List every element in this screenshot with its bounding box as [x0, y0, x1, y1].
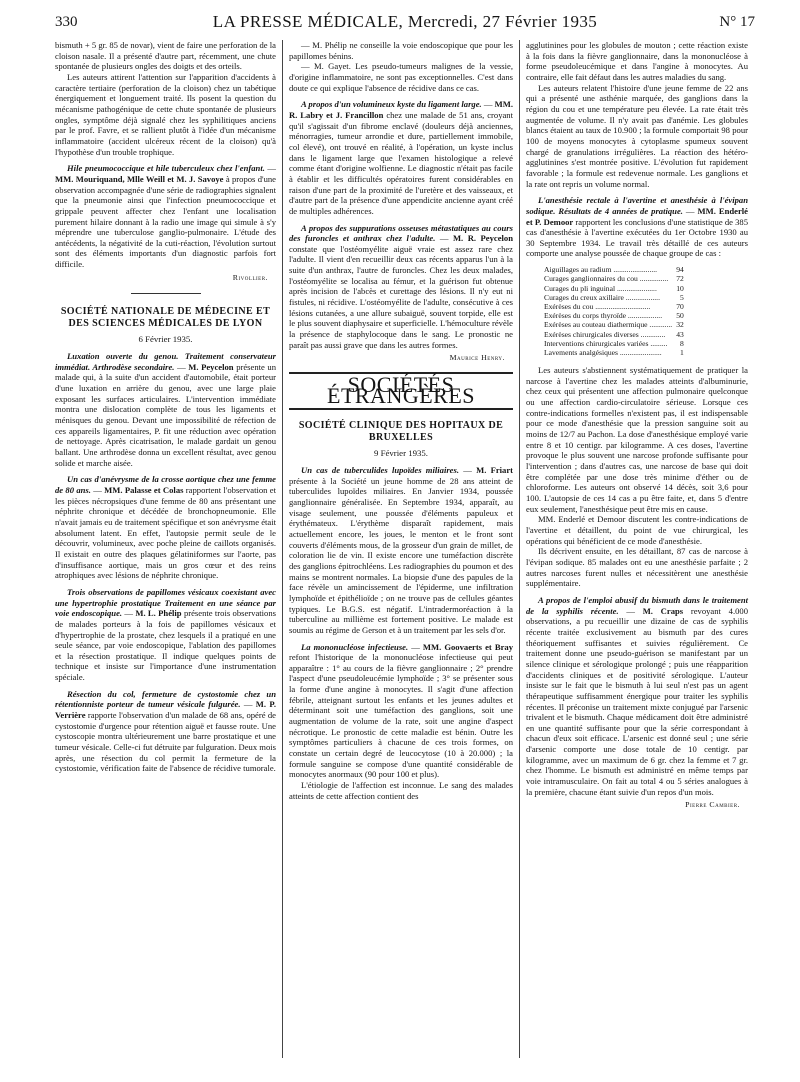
- section-banner: SOCIÉTÉS ÉTRANGÈRES: [289, 372, 513, 410]
- article-title: Résection du col, fermeture de cystostomie chez un rétentionniste porteur de tumeur vésicale fulgurée.: [55, 688, 276, 710]
- case-label: Interventions chirurgicales variées .........: [544, 338, 668, 348]
- signature: Rivollier.: [232, 272, 268, 282]
- article-tuberculides: Un cas de tuberculides lupoïdes miliaires. — M. Friart présente à la Société un jeune homme de 28 ans atteint de tuberculides lupoïdes miliaires. En Janvier 1934, poussée ganglionnaire généralisée. En Septembre 1934, apparaît, au visage seulement, une poussée d'éléments papuleux et érythémateux. L'érythème disparaît rapidement, mais actuellement encore, les joues, le menton et le front sont couverts d'éléments mous, de la grosseur d'un grain de millet, de coloration lie de vin. Il existe encore une tuméfaction discrète des ganglions épitrochléens. Les radiographies du poumon et des mains se montrent normales. La biopsie d'une des papules de la face révèle un amincissement de l'épiderme, une infiltration lymphoïde et épithélioïde ; on ne trouve pas de cellules géantes typiques. Le B.G.S. est négatif. L'intradermoréaction à la tuberculine au millième est fortement positive. Le malade est soumis au régime de Gerson et à un traitement par les sels d'or.: [289, 465, 514, 635]
- table-row: [544, 265, 684, 274]
- case-count: 72: [676, 274, 684, 284]
- article-authors: MM. Mouriquand, Mlle Weill et M. J. Savoye: [55, 173, 224, 184]
- article-body: présente trois observations de malades porteurs à la fois de papillomes vésicaux et d'hypertrophie de la prostate, chez lesquels il a pratiqué en une seule séance, par voie endoscopique, l'ablation des papillomes et la résection prostatique. Il indique quelques points de technique et insiste sur l'importance d'une instrumentation spéciale.: [55, 608, 276, 683]
- table-row: [544, 339, 684, 348]
- table-row: [544, 311, 684, 320]
- article-suppurations: A propos des suppurations osseuses métastatiques au cours des furoncles et anthrax chez l'adulte. — M. R. Peycelon constate que l'ostéomyélite aiguë vraie est assez rare chez l'adulte. Il vient d'en recueillir deux cas récents apparus l'un à la suite d'un anthrax, l'autre de furoncles. Chez les deux malades, l'ostéomyélite se localisa au fémur, et la guérison fut obtenue après incision de l'abcès et curettage des lésions. Il n'y eut ni fistules, ni récidive. L'ostéomyélite de l'adulte, consécutive à ces lésions cutanées, a une allure subaiguë, souvent torpide, elle est le plus souvent diaphysaire et superficielle. L'hémoculture révèle la présence de staphylocoque dans le sang. Le pronostic ne paraît pas aussi grave que dans les autres formes.: [289, 222, 513, 350]
- paragraph: agglutinines pour les globules de mouton ; cette réaction existe à la fois dans la fièvre ganglionnaire, dans la mononucléose à forme pseudoleucémique et dans l'angine à monocytes. Au contraire, elle fait défaut dans les autres maladies du sang.: [526, 40, 748, 82]
- article-body: rapportent l'observation et les pièces nécropsiques d'une femme de 80 ans présentant une néphrite chronique et décédée de bronchopneumonie. Elle n'avait jamais eu de traitement spécifique et son anévrysme était absolument latent. En effet, l'autopsie permit seule de le découvrir, volumineux, avec poche pleine de caillots organisés. Il existait en outre des plaques gélatiniformes sur l'aorte, pas d'insuffisance aortique, mais un gros cœur et des reins atrophiques avec lésions de néphrite chronique.: [55, 484, 276, 581]
- table-row: [544, 302, 684, 311]
- case-label: Aiguillages au radium .......................: [544, 265, 658, 275]
- paragraph: — M. Phélip ne conseille la voie endoscopique que pour les papillomes bénins.: [289, 40, 513, 61]
- article-title: Un cas d'anévrysme de la crosse aortique chez une femme de 80 ans.: [55, 474, 276, 495]
- article-body: rapportent les conclusions d'une statistique de 385 cas d'anesthésie à l'avertine exécutées du 1er Octobre 1930 au 30 Septembre 1934. Le travail très détaillé de ces auteurs comporte une analyse poussée de chaque groupe de cas :: [526, 216, 749, 259]
- signature: Pierre Cambier.: [685, 800, 740, 810]
- article-title: L'anesthésie rectale à l'avertine et anesthésie à l'évipan sodique. Résultats de 4 années de pratique.: [526, 195, 748, 216]
- case-count: 43: [676, 329, 684, 339]
- case-count: 1: [680, 347, 684, 357]
- article-body: revoyant 4.000 observations, a pu recueillir une dizaine de cas de syphilis récente traitée exclusivement au bismuth par des cures théoriquement suffisantes et suivies régulièrement. Ce traitement donne une pseudo-guérison se manifestant par un silence clinique et sérologique prolongé ; puis une réapparition d'accidents cliniques et de positivité sérologique. L'auteur insiste sur le fait que le bismuth à lui seul n'est pas un agent thérapeutique suffisamment énergique pour traiter les syphilis récentes. Il préconise un traitement mixte conjugué par l'arsenic trivalent et le bismuth. Chaque médicament doit être administré en une quantité suffisante pour que la série correspondant à chacun d'eux soit efficace. L'arsenic est donné seul ; une série d'arsenic comporte une dose totale de 10 centigr. par kilogramme, avec un maximum de 6 gr. chez la femme et 7 gr. chez l'homme. Le bismuth est administré en même temps par voie intramusculaire. On fait au total 4 ou 5 séries analogues à la première, chacune étant suivie d'un repos d'un mois.: [526, 605, 748, 797]
- case-count: 70: [676, 301, 684, 311]
- table-row: [544, 284, 684, 293]
- article-authors: MM. Enderlé et P. Demoor: [526, 205, 748, 227]
- paragraph: Ils décrivent ensuite, en les détaillant, 87 cas de narcose à l'évipan sodique. 85 malades ont eu une anesthésie parfaite ; 2 autres narcoses furent nulles et nécessitèrent une anesthésie supplémentaire.: [526, 546, 748, 589]
- paragraph: Les auteurs attirent l'attention sur l'apparition d'accidents à caractère tertiaire (perforation de la cloison) chez un tabétique énergiquement et longuement traité. Ils posent la question du mécanisme pathogénique de cette chute spontanée de plusieurs ongles, symptôme déjà signalé chez les syphilitiques anciens par le prof. Favre, et se rallient plutôt à l'idée d'un mécanisme inflammatoire (accident ulcéreux récent de la cloison) qu'à l'hypothèse d'un trouble trophique.: [55, 71, 276, 157]
- article-body: présente à la Société un jeune homme de 28 ans atteint de tuberculides lupoïdes miliaires. En Janvier 1934, poussée ganglionnaire généralisée. En Septembre 1934, apparaît, au visage seulement, une poussée d'éléments papuleux et érythémateux. L'érythème disparaît rapidement, mais actuellement encore, les joues, le menton et le front sont couverts d'éléments mous, de la grosseur d'un grain de millet, de coloration lie de vin. Il existe encore une tuméfaction discrète des ganglions épitrochléens. Les radiographies du poumon et des mains se montrent normales. La biopsie d'une des papules de la face révèle un amincissement de l'épiderme, une infiltration lymphoïde et épithélioïde ; on ne trouve pas de cellules géantes typiques. Le B.G.S. est négatif. L'intradermoréaction à la tuberculine au millième est fortement positive. Le malade est soumis au régime de Gerson et à un traitement par les sels d'or.: [289, 475, 513, 635]
- page-number: 330: [55, 14, 78, 30]
- journal-title: LA PRESSE MÉDICALE, Mercredi, 27 Février 1935: [212, 12, 598, 31]
- page-header: [55, 12, 755, 34]
- society-heading: SOCIÉTÉ NATIONALE DE MÉDECINE ET DES SCIENCES MÉDICALES DE LYON: [60, 306, 271, 330]
- case-label: Curages du pli inguinal .....................: [544, 283, 657, 293]
- article-authors: M. Peycelon: [188, 361, 234, 372]
- article-authors: M. R. Peycelon: [452, 233, 513, 244]
- case-label: Curages du creux axillaire ..................: [544, 292, 660, 302]
- article-title: Un cas de tuberculides lupoïdes miliaires.: [301, 465, 459, 475]
- case-count: 94: [676, 265, 684, 275]
- signature: Maurice Henry.: [449, 353, 505, 363]
- article-authors: M. P. Verrière: [55, 699, 276, 721]
- article-bismuth: A propos de l'emploi abusif du bismuth dans le traitement de la syphilis récente. — M. Craps revoyant 4.000 observations, a pu recueillir une dizaine de cas de syphilis récente traitée exclusivement au bismuth par des cures théoriquement suffisantes et suivies régulièrement. Ce traitement donne une pseudo-guérison se manifestant par un silence clinique et sérologique prolongé ; puis une réapparition d'accidents cliniques et de positivité sérologique. L'auteur insiste sur le fait que le bismuth à lui seul n'est pas un agent thérapeutique suffisamment énergique pour traiter les syphilis récentes. Il préconise un traitement mixte conjugué par l'arsenic trivalent et le bismuth. Chaque médicament doit être administré en une quantité suffisante pour que la série correspondant à chacun d'eux soit efficace. L'arsenic est donné seul ; une série d'arsenic comporte une dose totale de 10 centigr. par kilogramme, avec un maximum de 6 gr. chez la femme et 7 gr. chez l'homme. Le bismuth est administré en même temps par voie intramusculaire. On fait au total 4 ou 5 séries analogues à la première, chacune étant suivie d'un repos d'un mois.: [526, 594, 748, 797]
- article-luxation: Luxation ouverte du genou. Traitement conservateur immédiat. Arthrodèse secondaire. — M. Peycelon présente un malade qui, à la suite d'un accident d'automobile, était porteur d'une luxation en arrière du genou, avec une large plaie exposant les surfaces articulaires. L'intervention immédiate montra une dislocation complète de tous les ligaments et ménisques du genou. Devant une impossibilité de réfection de ces appareils ligamentaires, P. fit une réduction avec opération de nettoyage. Après cicatrisation, le malade gardait un genou ballant. Une arthrodèse donna un excellent résultat, avec genou solide et marche aisée.: [55, 351, 277, 468]
- paragraph: Les auteurs s'abstiennent systématiquement de pratiquer la narcose à l'avertine chez les malades atteints d'albuminurie, chez ceux qui présentent une affection pulmonaire quelconque ou une affection cardio-circulatoire sérieuse. Lorsque ces contre-indications formelles n'existent pas, il est indispensable pour ce mode d'anesthésie que la pression sanguine soit au moins de 12/7 au Pachon. La dose d'anesthésique employé varie entre 8 et 10 centigr. par kilogramme. A ces doses, l'avertine provoque le plus souvent une narcose profonde suffisante pour l'intervention ; dans d'autres cas, une narcose de base qui doit être complétée par une dose très minime d'éther ou de chloroforme. Les auteurs ont observé 14 décès, soit 3,6 pour 100. L'autopsie de ces 14 cas a pu être faite, et, dans 5 d'entre eux seulement, l'anesthésique peut être mis en cause.: [526, 365, 748, 514]
- article-authors: M. Craps: [642, 605, 684, 616]
- article-body: refont l'historique de la mononucléose infectieuse qui peut apparaître : 1° au cours de la fièvre ganglionnaire ; 2° prendre l'aspect d'une pseudoleucémie lymphoïde ; 3° se présenter sous la forme d'une angine à monocytes. Il s'agit d'une affection fébrile, atteignant surtout les enfants et les jeunes adultes et déterminant soit une tuméfaction des ganglions, soit une augmentation de volume de la rate, soit une angine d'aspect nécrotique. Le pronostic de cette maladie est bénin. Outre les symptômes particuliers à chacune de ces trois formes, on constate un certain degré de leucocytose (10 à 20.000) ; la formule sanguine se compose d'une quantité considérable de monocytes anormaux (90 pour 100 et plus).: [289, 652, 513, 780]
- paragraph: bismuth + 5 gr. 85 de novar), vient de faire une perforation de la cloison nasale. Il a présenté d'autre part, récemment, une chute spontanée de plusieurs ongles des doigts et des orteils.: [55, 40, 276, 72]
- case-label: Exérèses au couteau diathermique ............: [544, 320, 673, 330]
- article-body: présente un malade qui, à la suite d'un accident d'automobile, était porteur d'une luxation en arrière du genou, avec une large plaie exposant les surfaces articulaires. L'intervention immédiate montra une dislocation complète de tous les ligaments et ménisques du genou. Devant une impossibilité de réfection de ces appareils ligamentaires, P. fit une réduction avec opération de nettoyage. Après cicatrisation, le malade gardait un genou ballant. Une arthrodèse donna un excellent résultat, avec genou solide et marche aisée.: [55, 361, 277, 468]
- case-label: Exérèses du corps thyroïde ..................: [544, 311, 663, 321]
- article-resection: Résection du col, fermeture de cystostomie chez un rétentionniste porteur de tumeur vésicale fulgurée. — M. P. Verrière rapporte l'observation d'un malade de 68 ans, opéré de cystostomie d'urgence pour rétention aiguë et fausse route. Une cystoscopie montra ultérieurement une barre prostatique et une tumeur vésicale. Celle-ci fut détruite par fulguration. Deux mois après, une résection du col permit la fermeture de la cystostomie, vérification faite de l'absence de récidive tumorale.: [55, 688, 276, 774]
- article-authors: M. L. Phélip: [135, 608, 182, 619]
- article-authors: MM. Palasse et Colas: [104, 484, 184, 495]
- article-authors: MM. R. Labry et J. Francillon: [289, 99, 514, 120]
- article-papillomes: Trois observations de papillomes vésicaux coexistant avec une hypertrophie prostatique Traitement en une séance par voie endoscopique. — M. L. Phélip présente trois observations de malades porteurs à la fois de papillomes vésicaux et d'hypertrophie de la prostate, chez lesquels il a pratiqué en une seule séance, par voie endoscopique, l'ablation des papillomes et la résection prostatique. Il indique quelques points de technique et insiste sur l'importance d'une instrumentation spéciale.: [55, 586, 276, 683]
- paragraph: MM. Enderlé et Demoor discutent les contre-indications de l'avertine et détaillent, du point de vue chirurgical, les opérations qui bénéficient de ce mode d'anesthésie.: [526, 514, 748, 546]
- article-anesthesie: L'anesthésie rectale à l'avertine et anesthésie à l'évipan sodique. Résultats de 4 années de pratique. — MM. Enderlé et P. Demoor rapportent les conclusions d'une statistique de 385 cas d'anesthésie à l'avertine exécutées du 1er Octobre 1930 au 30 Septembre 1934. Le travail très détaillé de ces auteurs comporte une analyse poussée de chaque groupe de cas :: [526, 195, 749, 259]
- table-row: [544, 320, 684, 329]
- column-2: [289, 40, 513, 801]
- case-label: Exérèses du cou .............................: [544, 301, 651, 311]
- column-divider: [282, 40, 283, 1058]
- paragraph: — M. Gayet. Les pseudo-tumeurs malignes de la vessie, d'origine inflammatoire, ne sont pas exceptionnelles. C'est dans doute ce qui explique l'absence de récidive dans ce cas.: [289, 61, 513, 93]
- case-count: 10: [676, 283, 684, 293]
- case-count: 5: [680, 292, 684, 302]
- article-body: rapporte l'observation d'un malade de 68 ans, opéré de cystostomie d'urgence pour rétention aiguë et fausse route. Une cystoscopie montra ultérieurement une barre prostatique et une tumeur vésicale. Celle-ci fut détruite par fulguration. Deux mois après, une résection du col permit la fermeture de la cystostomie, vérification faite de l'absence de récidive tumorale.: [55, 710, 276, 774]
- section-rule: [131, 293, 201, 294]
- society-heading: SOCIÉTÉ CLINIQUE DES HOPITAUX DE BRUXELLES: [298, 420, 504, 444]
- article-title: Luxation ouverte du genou. Traitement conservateur immédiat. Arthrodèse secondaire.: [55, 351, 276, 372]
- table-row: [544, 274, 684, 283]
- case-count: 8: [680, 338, 684, 348]
- column-1: [55, 40, 276, 774]
- article-title: Hile pneumococcique et hile tuberculeux chez l'enfant.: [67, 163, 265, 174]
- article-authors: M. Friart: [476, 465, 514, 475]
- session-date: 6 Février 1935.: [138, 334, 193, 345]
- article-title: A propos des suppurations osseuses métastatiques au cours des furoncles et anthrax chez l'adulte.: [289, 222, 513, 244]
- case-label: Exérèses chirurgicales diverses .............: [544, 329, 666, 339]
- case-label: Lavements analgésiques ......................: [544, 347, 662, 357]
- article-hile: Hile pneumococcique et hile tuberculeux chez l'enfant. — MM. Mouriquand, Mlle Weill et M. J. Savoye à propos d'une observation accompagnée d'une série de radiographies signalent que la pneumonie ainsi que l'infection pneumococcique et grippale peuvent affecter chez l'enfant une localisation purement hilaire donnant à la radio une image qui simule à s'y méprendre une tuberculose ganglio-pulmonaire. L'étude des antécédents, la négativité de la cuti-réaction, l'évolution surtout sont des éléments importants d'un diagnostic parfois fort difficile.: [55, 163, 276, 270]
- article-mononucleose: La mononucléose infectieuse. — MM. Goovaerts et Bray refont l'historique de la mononucléose infectieuse qui peut apparaître : 1° au cours de la fièvre ganglionnaire ; 2° prendre l'aspect d'une pseudoleucémie lymphoïde ; 3° se présenter sous la forme d'une angine à monocytes. Il s'agit d'une affection fébrile, atteignant surtout les enfants et les jeunes adultes et déterminant soit une tuméfaction des ganglions, soit une augmentation de volume de la rate, soit une angine d'aspect nécrotique. Le pronostic de cette maladie est bénin. Outre les symptômes particuliers à chacune de ces trois formes, on constate un certain degré de leucocytose (10 à 20.000) ; la formule sanguine se compose d'une quantité considérable de monocytes anormaux (90 pour 100 et plus).: [289, 641, 513, 780]
- article-body: constate que l'ostéomyélite aiguë vraie est assez rare chez l'adulte. Il vient d'en recueillir deux cas récents apparus l'un à la suite d'un anthrax, l'autre de furoncles. Chez les deux malades, l'ostéomyélite se localisa au fémur, et la guérison fut obtenue après incision de l'abcès et curettage des lésions. Il n'y eut ni fistules, ni récidive. L'ostéomyélite de l'adulte, consécutive à ces lésions cutanées, a une allure subaiguë, souvent torpide, elle est le plus souvent diaphysaire et superficielle. L'hémoculture révèle la présence de staphylocoque dans le sang. Le pronostic ne paraît pas aussi grave que dans les autres formes.: [289, 243, 513, 350]
- table-row: [544, 293, 684, 302]
- session-date: 9 Février 1935.: [374, 448, 428, 459]
- article-authors: MM. Goovaerts et Bray: [422, 641, 513, 652]
- table-row: [544, 330, 684, 339]
- issue-number: N° 17: [719, 14, 755, 30]
- article-body: à propos d'une observation accompagnée d'une série de radiographies signalent que la pneumonie ainsi que l'infection pneumococcique et grippale peuvent affecter chez l'enfant une localisation purement hilaire donnant à la radio une image qui simule à s'y méprendre une tuberculose ganglio-pulmonaire. L'étude des antécédents, la négativité de la cuti-réaction, l'évolution surtout sont des éléments importants d'un diagnostic parfois fort difficile.: [55, 173, 276, 270]
- article-title: A propos de l'emploi abusif du bismuth dans le traitement de la syphilis récente.: [526, 594, 748, 616]
- case-label: Curages ganglionnaires du cou ...............: [544, 274, 669, 284]
- paragraph: Les auteurs relatent l'histoire d'une jeune femme de 22 ans qui a présenté une asthénie marquée, des ganglions dans la région du cou et une température peu élevée. La rate était très augmentée de volume. Il n'y avait pas d'anémie. Les globules blancs étaient au taux de 10.900 ; la formule comportait 98 pour 100 de moyens monocytes à cytoplasme spumeux souvent chargé de granulations irrégulières. La réaction des hétéro-agglutinines s'est montrée positive. L'évolution fut rapidement favorable ; la formule est redevenue normale. Les ganglions et la rate ont repris un volume normal.: [526, 82, 748, 189]
- article-anevrysme: Un cas d'anévrysme de la crosse aortique chez une femme de 80 ans. — MM. Palasse et Colas rapportent l'observation et les pièces nécropsiques d'une femme de 80 ans présentant une néphrite chronique et décédée de bronchopneumonie. Elle n'avait jamais eu de traitement spécifique et son anévrysme était absolument latent. En effet, l'autopsie permit seule de le découvrir, volumineux, avec poche pleine de caillots organisés. Il existait en outre des plaques gélatiniformes sur l'aorte, pas d'insuffisance aortique, mais un gros cœur et des reins atrophiques avec lésions de néphrite chronique.: [55, 474, 276, 581]
- table-row: [544, 348, 684, 357]
- column-divider: [519, 40, 520, 1058]
- case-count: 32: [676, 320, 684, 330]
- column-3: [526, 40, 748, 811]
- article-body: chez une malade de 51 ans, croyant qu'il s'agissait d'un fibrome enclavé (douleurs déjà anciennes, ménorragies, tumeur arrondie et dure, partiellement immobile, col élevé), ont trouvé en réalité, à l'opération, un kyste inclus dans le ligament large que l'examen histologique a relevé comme étant d'origine wolfienne. Le diagnostic n'était pas facile à établir et les difficultés opératoires furent considérables en raison d'une part de la proximité de l'uretère et des vaisseaux, et d'autre part de la présence d'une appendicite ancienne ayant créé de multiples adhérences.: [289, 109, 513, 216]
- paragraph: L'étiologie de l'affection est inconnue. Le sang des malades atteints de cette affection contient des: [289, 780, 513, 801]
- article-title: La mononucléose infectieuse.: [301, 641, 409, 652]
- cases-table: [544, 265, 684, 357]
- article-kyste: A propos d'un volumineux kyste du ligament large. — MM. R. Labry et J. Francillon chez une malade de 51 ans, croyant qu'il s'agissait d'un fibrome enclavé (douleurs déjà anciennes, ménorragies, tumeur arrondie et dure, partiellement immobile, col élevé), ont trouvé en réalité, à l'opération, un kyste inclus dans le ligament large que l'examen histologique a relevé comme étant d'origine wolfienne. Le diagnostic n'était pas facile à établir et les difficultés opératoires furent considérables en raison d'une part de la proximité de l'uretère et des vaisseaux, et d'autre part de la présence d'une appendicite ancienne ayant créé de multiples adhérences.: [289, 99, 514, 216]
- article-title: A propos d'un volumineux kyste du ligament large.: [301, 99, 482, 110]
- article-title: Trois observations de papillomes vésicaux coexistant avec une hypertrophie prostatique Traitement en une séance par voie endoscopique.: [55, 586, 276, 619]
- case-count: 50: [676, 311, 684, 321]
